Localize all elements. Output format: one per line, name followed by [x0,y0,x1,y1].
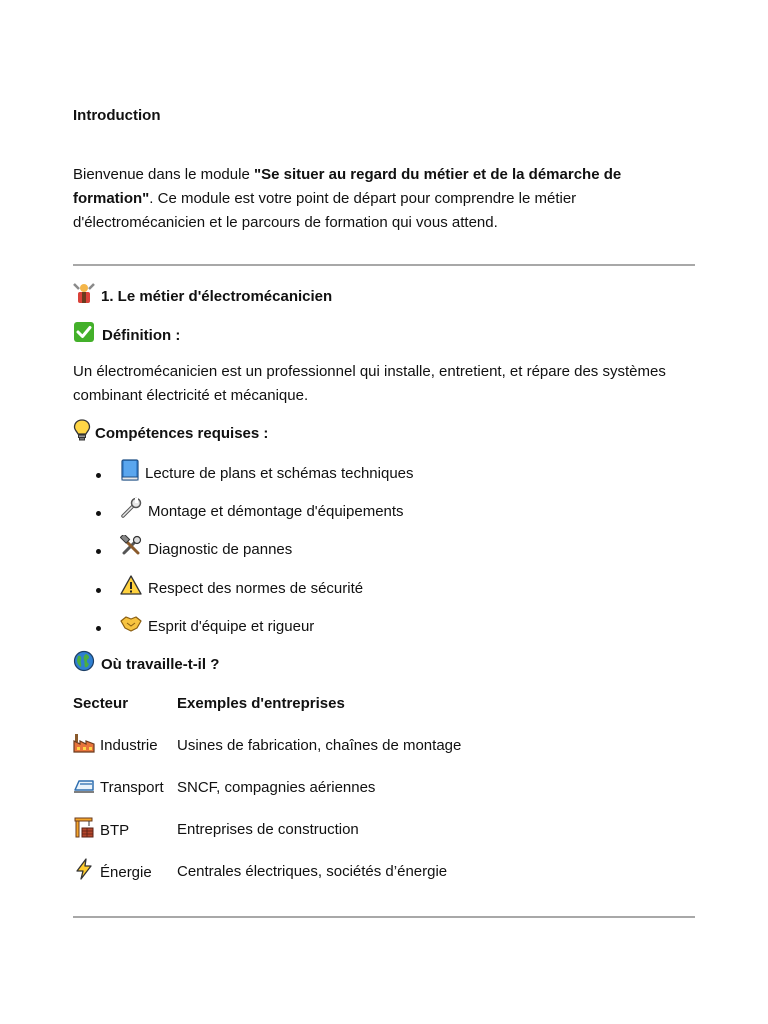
divider [73,264,695,266]
module-title: "Se situer au regard du métier et de la démarche de formation" [73,166,622,207]
table-header-examples: Exemples d'entreprises [177,695,345,712]
list-item [120,614,314,640]
list-item [120,499,404,525]
sector-cell [73,775,164,801]
definition-heading-text: Définition : [102,327,181,344]
intro-heading: Introduction [73,107,161,124]
competences-heading-text: Compétences requises : [95,425,269,442]
examples-cell: Centrales électriques, sociétés d’énergie [177,863,448,880]
mechanic-icon [73,282,95,312]
bullet [96,511,101,516]
construction-crane-icon [73,816,95,846]
bullet [96,473,101,478]
sector-cell [73,860,152,886]
light-bulb-icon [73,419,91,449]
sector-cell [73,818,129,844]
list-item [120,537,292,563]
examples-cell: SNCF, compagnies aériennes [177,779,376,796]
list-item-label: Respect des normes de sécurité [148,580,364,597]
hammer-and-wrench-icon [120,535,142,565]
list-item-label: Esprit d'équipe et rigueur [148,618,315,635]
section-title [73,284,332,310]
sector-label: Industrie [100,737,158,754]
definition-text: Un électromécanicien est un professionnel qui installe, entretient, et répare des systèmes combinant électricité et mécanique. [73,363,666,404]
sector-label: BTP [100,822,130,839]
wrench-icon [120,497,142,527]
bullet [96,588,101,593]
workplace-heading-text: Où travaille-t-il ? [101,656,220,673]
intro-text-before: Bienvenue dans le module [73,166,254,183]
sector-cell [73,733,158,759]
divider [73,916,695,918]
bullet [96,549,101,554]
intro-paragraph [73,163,673,235]
handshake-icon [120,612,142,642]
factory-icon [73,731,95,761]
list-item [120,461,414,487]
examples-cell: Usines de fabrication, chaînes de montage [177,737,462,754]
list-item [120,576,363,602]
table-header-sector: Secteur [73,695,129,712]
competences-heading [73,421,268,447]
check-mark-icon [73,321,95,351]
intro-text-after: . Ce module est votre point de départ pour comprendre le métier d'électromécanicien et le parcours de formation qui vous attend. [73,190,577,231]
definition-heading [73,323,180,349]
workplace-heading [73,652,219,678]
blue-book-icon [120,459,140,489]
section-title-text: 1. Le métier d'électromécanicien [101,288,333,305]
sector-label: Énergie [100,864,152,881]
warning-icon [120,574,142,604]
list-item-label: Montage et démontage d'équipements [148,503,404,520]
train-icon [73,773,95,803]
sector-label: Transport [100,779,164,796]
list-item-label: Diagnostic de pannes [148,541,293,558]
examples-cell: Entreprises de construction [177,821,359,838]
lightning-icon [73,858,95,888]
globe-icon [73,650,95,680]
list-item-label: Lecture de plans et schémas techniques [145,465,414,482]
bullet [96,626,101,631]
